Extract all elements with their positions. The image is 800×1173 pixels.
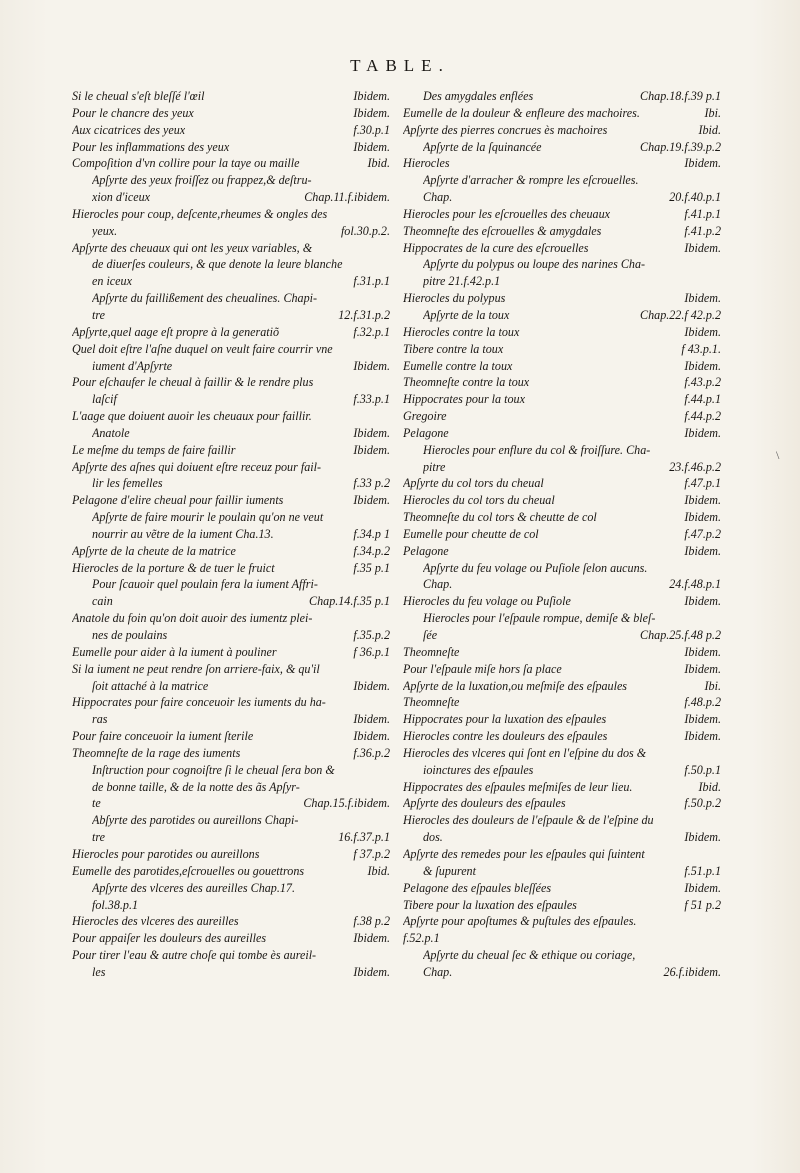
index-entry-text: Apſyrte des aſnes qui doiuent eſtre receuz pour fail-: [72, 459, 321, 474]
index-entry-reference: 23.f.46.p.2: [669, 459, 721, 474]
index-entry-text: te: [92, 796, 101, 811]
index-entry: [72, 88, 390, 105]
margin-mark: \: [776, 448, 780, 462]
index-entry: [72, 593, 390, 610]
index-entry: [72, 206, 390, 223]
index-entry-text: Theomneſte des eſcrouelles & amygdales: [403, 223, 602, 238]
index-entry-text: Pour le chancre des yeux: [72, 105, 194, 120]
index-entry-text: pitre 21.f.42.p.1: [423, 274, 501, 289]
index-entry: [403, 189, 721, 206]
index-entry-text: Hierocles pour coup, deſcente,rheumes & ongles des: [72, 206, 328, 221]
index-column-left: [72, 88, 390, 981]
index-entry-reference: Ibidem.: [684, 240, 721, 255]
index-entry-text: de bonne taille, & de la notte des ãs Apſyr-: [92, 779, 300, 794]
index-entry-text: dos.: [423, 830, 443, 845]
index-entry: [403, 627, 721, 644]
index-entry-text: tre: [92, 830, 105, 845]
index-entry-text: Hierocles du polypus: [403, 291, 506, 306]
index-entry-text: Inſtruction pour cognoiſtre ſi le cheual ſera bon &: [92, 762, 335, 777]
index-entry: [403, 408, 721, 425]
index-entry-reference: f.35.p.2: [353, 628, 390, 642]
index-entry-text: en iceux: [92, 274, 132, 289]
index-entry-text: Apſyrte du faillißement des cheualines. Chapi-: [92, 291, 318, 306]
index-entry: [403, 256, 721, 273]
index-entry: [403, 273, 721, 290]
index-entry-text: Apſyrte des yeux froiſſez ou frappez,& deſtru-: [92, 173, 312, 188]
index-entry-reference: f.32.p.1: [353, 324, 390, 339]
index-entry-text: Le meſme du temps de faire faillir: [72, 442, 236, 457]
index-entry: [403, 576, 721, 593]
index-entry: [403, 155, 721, 172]
index-entry-reference: Chap.18.f.39 p.1: [640, 89, 721, 103]
index-entry: [72, 307, 390, 324]
index-entry-reference: Ibidem.: [684, 493, 721, 508]
index-entry: [403, 341, 721, 358]
index-entry: [72, 897, 390, 914]
index-entry-text: Eumelle pour cheutte de col: [403, 526, 539, 541]
index-entry: [72, 661, 390, 678]
index-entry-text: Apſyrte pour apoſtumes & puſtules des eſpaules.: [403, 914, 637, 929]
index-entry-text: Hierocles pour parotides ou aureillons: [72, 846, 260, 861]
index-entry-reference: Chap.11.f.ibidem.: [304, 190, 390, 205]
index-entry-text: Apſyrte du col tors du cheual: [403, 476, 544, 491]
index-entry-reference: f.38 p.2: [353, 914, 390, 929]
index-entry-text: Hierocles contre la toux: [403, 324, 520, 339]
index-entry-text: Pelagone: [403, 425, 449, 440]
index-entry-reference: f.50.p.2: [684, 796, 721, 811]
index-entry-text: Apſyrte de la ſquinancée: [423, 139, 542, 154]
index-entry-text: Hippocrates pour faire conceuoir les iuments du ha-: [72, 695, 326, 710]
index-entry: [72, 122, 390, 139]
index-entry: [72, 475, 390, 492]
index-entry-text: Quel doit eſtre l'aſne duquel on veult faire courrir vne: [72, 341, 333, 356]
index-entry-reference: 26.f.ibidem.: [663, 964, 721, 979]
index-entry-reference: Ibi.: [704, 678, 721, 693]
index-entry: [403, 122, 721, 139]
index-entry-reference: Ibidem.: [684, 830, 721, 845]
index-entry: [72, 930, 390, 947]
index-entry-text: xion d'iceux: [92, 190, 150, 205]
index-entry: [72, 189, 390, 206]
index-entry-text: Hierocles de la porture & de tuer le fruict: [72, 560, 275, 575]
index-entry-reference: Ibidem.: [684, 291, 721, 306]
index-entry-reference: f.47.p.1: [684, 476, 721, 491]
index-entry-reference: Ibidem.: [684, 425, 721, 440]
index-entry-reference: f.34.p 1: [353, 526, 390, 541]
index-entry: [403, 644, 721, 661]
index-entry: [72, 829, 390, 846]
index-entry-reference: f.44.p.1: [684, 392, 721, 407]
index-entry: [403, 442, 721, 459]
index-entry-text: Anatole: [92, 425, 130, 440]
index-entry: [72, 846, 390, 863]
index-entry: [403, 324, 721, 341]
index-entry: [72, 711, 390, 728]
index-entry-reference: f.41.p.1: [684, 206, 721, 221]
index-entry: [403, 779, 721, 796]
index-entry: [403, 795, 721, 812]
index-entry-reference: Ibidem.: [353, 139, 390, 154]
index-entry: [72, 341, 390, 358]
index-entry: [403, 88, 721, 105]
index-entry-text: Hierocles du col tors du cheual: [403, 493, 555, 508]
index-entry: [403, 223, 721, 240]
index-entry-reference: f.34.p.2: [353, 543, 390, 558]
index-entry: [72, 105, 390, 122]
index-entry-text: laſcif: [92, 392, 117, 407]
index-entry-reference: f.47.p.2: [684, 526, 721, 541]
index-entry: [403, 475, 721, 492]
index-entry-reference: f.44.p.2: [684, 409, 721, 424]
index-entry-text: ſoit attaché à la matrice: [92, 678, 209, 693]
index-entry: [403, 863, 721, 880]
index-entry-text: cain: [92, 594, 113, 609]
index-entry-reference: f.33.p.1: [353, 392, 390, 407]
index-entry: [403, 897, 721, 914]
index-entry-text: Apſyrte d'arracher & rompre les eſcrouelles.: [423, 173, 639, 188]
index-entry-text: Hierocles du feu volage ou Puſiole: [403, 594, 571, 609]
index-entry: [403, 711, 721, 728]
index-entry-reference: Ibidem.: [353, 964, 390, 979]
index-entry-text: Apſyrte du cheual ſec & ethique ou coriage,: [423, 948, 636, 963]
index-entry: [72, 425, 390, 442]
index-entry-text: Pelagone: [403, 543, 449, 558]
index-entry-reference: Chap.22.f 42.p.2: [640, 307, 721, 322]
page-heading: TABLE.: [350, 56, 450, 75]
index-entry-text: Apſyrte de la cheute de la matrice: [72, 543, 236, 558]
index-entry: [403, 610, 721, 627]
index-entry-reference: Ibidem.: [684, 543, 721, 558]
index-entry-text: Gregoire: [403, 409, 447, 424]
index-entry: [403, 694, 721, 711]
index-entry-text: Des amygdales enflées: [423, 89, 534, 103]
index-entry-reference: Chap.14.f.35 p.1: [309, 594, 390, 609]
index-entry-text: Si la iument ne peut rendre ſon arriere-faix, & qu'il: [72, 661, 320, 676]
index-entry: [403, 172, 721, 189]
index-entry-text: iument d'Apſyrte: [92, 358, 173, 373]
index-entry: [403, 745, 721, 762]
index-entry-text: Hierocles des vlceres des aureilles: [72, 914, 239, 929]
index-entry: [403, 509, 721, 526]
index-entry: [72, 459, 390, 476]
index-entry: [403, 930, 721, 947]
index-entry-text: lir les femelles: [92, 476, 163, 491]
index-entry: [72, 391, 390, 408]
index-entry-reference: f.50.p.1: [684, 762, 721, 777]
index-entry-text: Apſyrte du feu volage ou Puſiole ſelon aucuns.: [423, 560, 648, 575]
index-entry-text: Apſyrte de la luxation,ou meſmiſe des eſpaules: [403, 678, 628, 693]
index-entry: [72, 509, 390, 526]
index-entry: [72, 812, 390, 829]
index-entry: [403, 492, 721, 509]
index-entry: [72, 576, 390, 593]
index-entry-reference: f.30.p.1: [353, 122, 390, 137]
index-entry: [403, 391, 721, 408]
index-entry-text: Pour appaiſer les douleurs des aureilles: [72, 931, 267, 946]
index-entry: [72, 172, 390, 189]
index-entry: [403, 290, 721, 307]
index-entry-reference: 24.f.48.p.1: [669, 577, 721, 592]
index-entry-reference: Ibidem.: [353, 442, 390, 457]
index-entry-text: nes de poulains: [92, 628, 168, 642]
index-entry-reference: Ibidem.: [353, 678, 390, 693]
index-entry: [403, 812, 721, 829]
index-entry-text: Hierocles des douleurs de l'eſpaule & de l'eſpine du: [403, 813, 654, 828]
index-entry-text: Hierocles des vlceres qui ſont en l'eſpine du dos &: [403, 745, 647, 760]
index-entry: [72, 526, 390, 543]
index-entry-text: ioinctures des eſpaules: [423, 762, 534, 777]
index-entry: [72, 324, 390, 341]
index-entry-reference: Ibidem.: [684, 712, 721, 727]
index-entry-reference: Ibid.: [367, 863, 390, 878]
index-entry-text: Apſyrte des vlceres des aureilles Chap.17.: [92, 880, 295, 895]
index-entry: [72, 290, 390, 307]
index-entry-reference: Ibidem.: [684, 358, 721, 373]
index-entry-text: Hierocles contre les douleurs des eſpaules: [403, 729, 608, 744]
index-entry-reference: Ibidem.: [684, 880, 721, 895]
index-entry-reference: Ibidem.: [353, 729, 390, 744]
index-entry-reference: Ibidem.: [353, 89, 390, 103]
index-entry-reference: Ibidem.: [684, 644, 721, 659]
index-entry-reference: f.43.p.2: [684, 375, 721, 390]
index-entry-reference: f 37.p.2: [353, 846, 390, 861]
index-entry-text: yeux.: [92, 223, 118, 238]
index-entry: [72, 694, 390, 711]
index-entry: [72, 442, 390, 459]
index-entry: [72, 139, 390, 156]
index-entry: [403, 593, 721, 610]
index-entry-text: Pour tirer l'eau & autre choſe qui tombe ès aureil-: [72, 948, 317, 963]
index-entry-reference: Ibidem.: [353, 493, 390, 508]
index-entry-reference: Ibidem.: [684, 324, 721, 339]
index-entry-text: Anatole du foin qu'on doit auoir des iumentz plei-: [72, 611, 313, 626]
index-entry-text: f.52.p.1: [403, 931, 440, 946]
index-entry: [72, 913, 390, 930]
index-entry-reference: f.31.p.1: [353, 274, 390, 289]
index-entry-text: Hierocles pour enflure du col & froiſſure. Cha-: [423, 442, 651, 457]
index-entry-reference: Chap.25.f.48 p.2: [640, 628, 721, 642]
index-entry-text: les: [92, 964, 106, 979]
index-entry: [403, 964, 721, 981]
index-entry-text: Eumelle pour aider à la iument à pouliner: [72, 644, 277, 659]
index-entry-text: ras: [92, 712, 108, 727]
index-entry: [403, 139, 721, 156]
index-entry: [72, 273, 390, 290]
index-entry-text: Eumelle des parotides,eſcrouelles ou gouettrons: [72, 863, 305, 878]
index-entry-text: pitre: [423, 459, 446, 474]
index-entry: [403, 206, 721, 223]
index-entry-reference: f.35 p.1: [353, 560, 390, 575]
index-entry-text: Pour faire conceuoir la iument ſterile: [72, 729, 254, 744]
index-entry: [403, 661, 721, 678]
index-entry-reference: 20.f.40.p.1: [669, 190, 721, 205]
index-entry-text: Abſyrte des parotides ou aureillons Chapi-: [92, 813, 299, 828]
index-entry-text: Hierocles pour l'eſpaule rompue, demiſe & bleſ-: [423, 611, 656, 626]
index-entry-text: Pour l'eſpaule miſe hors ſa place: [403, 661, 562, 676]
index-entry-text: Hierocles pour les eſcrouelles des cheuaux: [403, 206, 610, 221]
index-entry-text: Hippocrates pour la toux: [403, 392, 525, 407]
index-entry: [403, 829, 721, 846]
index-entry-text: Hippocrates des eſpaules meſmiſes de leur lieu.: [403, 779, 633, 794]
index-entry: [403, 728, 721, 745]
index-entry: [72, 492, 390, 509]
index-entry-text: L'aage que doiuent auoir les cheuaux pour faillir.: [72, 409, 312, 424]
index-entry-text: Pelagone d'elire cheual pour faillir iuments: [72, 493, 284, 508]
index-entry: [72, 408, 390, 425]
index-entry: [403, 374, 721, 391]
index-entry: [403, 560, 721, 577]
index-entry-reference: f.33 p.2: [353, 476, 390, 491]
index-entry-text: Compoſition d'vn collire pour la taye ou maille: [72, 156, 300, 171]
index-entry: [72, 644, 390, 661]
index-entry-reference: Ibi.: [704, 105, 721, 120]
index-entry-reference: f.48.p.2: [684, 695, 721, 710]
index-entry: [403, 913, 721, 930]
index-entry: [72, 779, 390, 796]
index-entry-reference: Ibidem.: [684, 510, 721, 525]
index-entry: [72, 223, 390, 240]
index-entry: [72, 745, 390, 762]
index-entry: [403, 358, 721, 375]
index-entry: [72, 863, 390, 880]
index-entry: [403, 105, 721, 122]
index-entry-text: Aux cicatrices des yeux: [72, 122, 186, 137]
index-entry: [403, 947, 721, 964]
index-entry: [72, 240, 390, 257]
index-entry-text: fol.38.p.1: [92, 897, 139, 912]
index-entry: [72, 374, 390, 391]
index-entry-reference: Ibidem.: [353, 358, 390, 373]
index-entry: [72, 880, 390, 897]
index-entry-reference: f 43.p.1.: [681, 341, 721, 356]
index-entry-text: de diuerſes couleurs, & que denote la leure blanche: [92, 257, 343, 272]
index-entry: [72, 610, 390, 627]
index-entry-reference: Ibidem.: [684, 156, 721, 171]
index-entry: [403, 762, 721, 779]
index-entry-text: Apſyrte du polypus ou loupe des narines Cha-: [423, 257, 646, 272]
index-entry: [403, 526, 721, 543]
index-entry-text: Apſyrte des douleurs des eſpaules: [403, 796, 566, 811]
index-entry: [403, 543, 721, 560]
index-entry-text: Apſyrte de faire mourir le poulain qu'on ne veut: [92, 510, 324, 525]
index-entry: [72, 627, 390, 644]
index-entry-reference: f.51.p.1: [684, 863, 721, 878]
index-entry-reference: Ibidem.: [684, 594, 721, 609]
index-entry-reference: Ibidem.: [353, 425, 390, 440]
index-entry-text: tre: [92, 307, 105, 322]
index-entry-text: Apſyrte des remedes pour les eſpaules qui ſuintent: [403, 846, 645, 861]
index-entry: [72, 947, 390, 964]
index-entry-reference: Ibid.: [698, 122, 721, 137]
index-entry: [72, 543, 390, 560]
index-entry: [403, 425, 721, 442]
index-entry-text: Theomneſte contre la toux: [403, 375, 530, 390]
index-entry: [72, 678, 390, 695]
index-entry: [72, 560, 390, 577]
index-entry-reference: Chap.15.f.ibidem.: [303, 796, 390, 811]
index-entry-text: Theomneſte: [403, 695, 460, 710]
index-entry-text: Eumelle contre la toux: [403, 358, 513, 373]
index-entry-reference: fol.30.p.2.: [340, 223, 390, 238]
index-entry: [72, 155, 390, 172]
index-entry-text: Pelagone des eſpaules bleſſées: [403, 880, 552, 895]
index-entry-text: Apſyrte de la toux: [423, 307, 510, 322]
index-entry-text: & ſupurent: [423, 863, 476, 878]
index-entry-reference: Ibidem.: [684, 729, 721, 744]
index-entry-text: ſée: [423, 628, 438, 642]
index-entry-reference: Ibidem.: [353, 712, 390, 727]
index-entry-text: Apſyrte,quel aage eſt propre à la generatiõ: [72, 324, 280, 339]
index-entry-text: Apſyrte des cheuaux qui ont les yeux variables, &: [72, 240, 313, 255]
index-entry-reference: Ibid.: [698, 779, 721, 794]
index-entry: [403, 307, 721, 324]
index-entry-reference: f 51 p.2: [684, 897, 721, 912]
index-entry-reference: Ibidem.: [353, 931, 390, 946]
index-entry-text: Theomneſte: [403, 644, 460, 659]
index-entry: [72, 728, 390, 745]
index-entry-text: Chap.: [423, 190, 453, 205]
index-entry-reference: Ibid.: [367, 156, 390, 171]
index-entry-text: Tibere pour la luxation des eſpaules: [403, 897, 577, 912]
index-entry-text: Eumelle de la douleur & enfleure des machoires.: [403, 105, 640, 120]
index-entry: [403, 678, 721, 695]
index-entry: [72, 256, 390, 273]
index-entry-text: Apſyrte des pierres concrues ès machoires: [403, 122, 608, 137]
index-entry: [72, 964, 390, 981]
index-entry-text: Pour eſchaufer le cheual à faillir & le rendre plus: [72, 375, 314, 390]
index-entry-text: Hippocrates pour la luxation des eſpaules: [403, 712, 607, 727]
index-entry-text: nourrir au vẽtre de la iument Cha.13.: [92, 526, 274, 541]
index-entry-reference: 12.f.31.p.2: [338, 307, 390, 322]
index-entry-text: Pour ſcauoir quel poulain fera la iument Affri-: [92, 577, 318, 592]
index-entry-text: Theomneſte du col tors & cheutte de col: [403, 510, 597, 525]
index-entry-reference: Ibidem.: [353, 105, 390, 120]
index-entry-reference: f 36.p.1: [353, 644, 390, 659]
index-entry: [403, 240, 721, 257]
index-entry: [72, 795, 390, 812]
index-entry-text: Tibere contre la toux: [403, 341, 504, 356]
index-entry-text: Hierocles: [403, 156, 450, 171]
index-entry-reference: f.41.p.2: [684, 223, 721, 238]
index-entry: [403, 846, 721, 863]
index-entry-reference: Ibidem.: [684, 661, 721, 676]
index-entry: [403, 880, 721, 897]
index-column-right: [403, 88, 721, 981]
index-entry: [72, 762, 390, 779]
index-entry-text: Pour les inflammations des yeux: [72, 139, 230, 154]
index-entry-text: Theomneſte de la rage des iuments: [72, 745, 241, 760]
index-entry-text: Chap.: [423, 577, 453, 592]
index-entry-text: Hippocrates de la cure des eſcrouelles: [403, 240, 589, 255]
index-entry-text: Chap.: [423, 964, 453, 979]
index-entry-reference: f.36.p.2: [353, 745, 390, 760]
index-entry: [403, 459, 721, 476]
index-entry: [72, 358, 390, 375]
index-entry-text: Si le cheual s'eſt bleſſé l'œil: [72, 89, 205, 103]
index-entry-reference: Chap.19.f.39.p.2: [640, 139, 721, 154]
index-entry-reference: 16.f.37.p.1: [338, 830, 390, 845]
